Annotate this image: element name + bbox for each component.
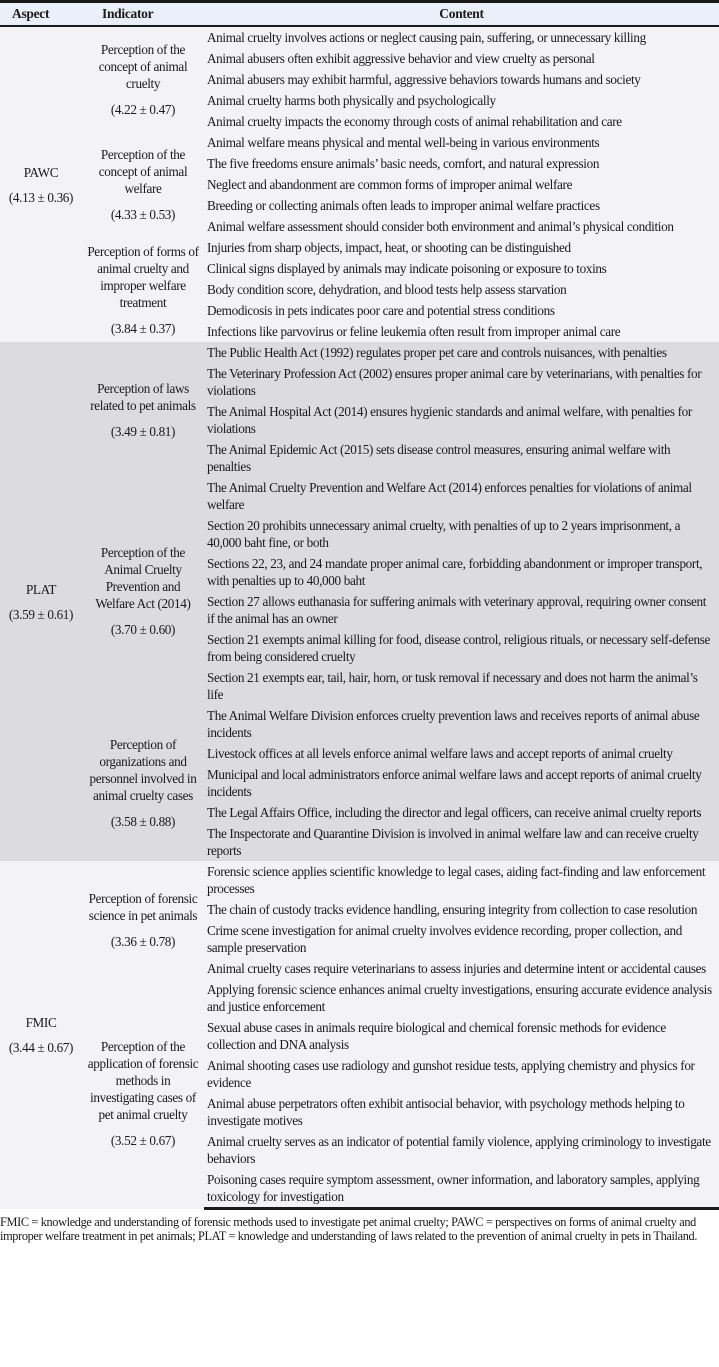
content-item: Section 27 allows euthanasia for suffering animals with veterinary approval, requiring owner consent if the animal has an owner [204,591,719,629]
content-item: Section 21 exempts animal killing for food, disease control, religious rituals, or necessary self-defense from being considered cruelty [204,629,719,667]
aspect-stat: (3.44 ± 0.67) [8,1039,74,1055]
indicator-stat: (3.52 ± 0.67) [110,1133,176,1149]
indicator-label: Perception of laws related to pet animals [90,380,196,413]
indicator-label: Perception of organizations and personnel involved in animal cruelty cases [89,737,197,803]
content-item: Crime scene investigation for animal cruelty involves evidence recording, proper collection, and sample preservation [204,920,719,958]
content-item: Animal abusers often exhibit aggressive behavior and view cruelty as personal [204,48,719,69]
content-item: The Legal Affairs Office, including the director and legal officers, can receive animal cruelty reports [204,802,719,823]
content-item: Neglect and abandonment are common forms of improper animal welfare [204,174,719,195]
content-item: Body condition score, dehydration, and blood tests help assess starvation [204,279,719,300]
content-item: Animal welfare means physical and mental well-being in various environments [204,132,719,153]
content-item: Sections 22, 23, and 24 mandate proper animal care, forbidding abandonment or improper transport, with penalties up to 40,000 baht [204,553,719,591]
content-item: Sexual abuse cases in animals require biological and chemical forensic methods for evidence collection and DNA analysis [204,1017,719,1055]
content-item: The Public Health Act (1992) regulates proper pet care and controls nuisances, with penalties [204,342,719,363]
header-aspect: Aspect [0,2,82,27]
indicator-stat: (3.70 ± 0.60) [110,622,176,637]
table-footnote: FMIC = knowledge and understanding of forensic methods used to investigate pet animal cruelty; PAWC = perspectives on forms of animal cruelty and improper welfare treatment in pet animals; PLAT = knowledge and understanding of laws related to the prevention of animal cruelty in pets in Thailand. [0,1215,698,1243]
aspect-cell [0,342,82,861]
table-body [0,26,719,1209]
indicator-cell [82,705,204,861]
content-item: Animal shooting cases use radiology and gunshot residue tests, applying chemistry and physics for evidence [204,1055,719,1093]
content-item: Section 21 exempts ear, tail, hair, horn, or tusk removal if necessary and does not harm the animal’s life [204,667,719,705]
indicator-stat: (4.22 ± 0.47) [110,102,176,117]
aspect-stat: (4.13 ± 0.36) [8,189,74,205]
content-item: The Animal Welfare Division enforces cruelty prevention laws and receives reports of animal abuse incidents [204,705,719,743]
content-item: Demodicosis in pets indicates poor care and potential stress conditions [204,300,719,321]
indicator-stat: (3.58 ± 0.88) [110,814,176,829]
table-row [0,132,719,153]
indicator-cell [82,979,204,1209]
aspect-cell [0,26,82,342]
table-row [0,237,719,258]
indicator-cell [82,26,204,132]
content-item: Breeding or collecting animals often leads to improper animal welfare practices [204,195,719,216]
content-item: The Animal Hospital Act (2014) ensures hygienic standards and animal welfare, with penalties for violations [204,401,719,439]
table-row [0,861,719,899]
content-item: Injuries from sharp objects, impact, heat, or shooting can be distinguished [204,237,719,258]
content-item: The Animal Cruelty Prevention and Welfare Act (2014) enforces penalties for violations of animal welfare [204,477,719,515]
content-item: Section 20 prohibits unnecessary animal cruelty, with penalties of up to 2 years imprisonment, a 40,000 baht fine, or both [204,515,719,553]
indicator-stat: (3.36 ± 0.78) [110,934,176,949]
table-row [0,477,719,515]
content-item: Animal abuse perpetrators often exhibit antisocial behavior, with psychology methods helping to investigate motives [204,1093,719,1131]
indicator-stat: (3.49 ± 0.81) [110,423,176,439]
content-item: The Veterinary Profession Act (2002) ensures proper animal care by veterinarians, with penalties for violations [204,363,719,401]
indicator-label: Perception of the concept of animal welfare [98,147,188,196]
indicator-label: Perception of forms of animal cruelty and improper welfare treatment [87,243,199,310]
content-item: Livestock offices at all levels enforce animal welfare laws and accept reports of animal cruelty [204,743,719,764]
content-item: Animal cruelty involves actions or neglect causing pain, suffering, or unnecessary killing [204,26,719,48]
content-item: Municipal and local administrators enforce animal welfare laws and accept reports of animal cruelty incidents [204,764,719,802]
content-item: Infections like parvovirus or feline leukemia often result from improper animal care [204,321,719,342]
table-row [0,979,719,1017]
header-content: Content [204,2,719,27]
content-item: The five freedoms ensure animals’ basic needs, comfort, and natural expression [204,153,719,174]
aspect-stat: (3.59 ± 0.61) [8,606,74,622]
indicator-cell [82,861,204,979]
content-item: Animal abusers may exhibit harmful, aggressive behaviors towards humans and society [204,69,719,90]
table-row [0,705,719,743]
aspect-name: FMIC [25,1014,57,1030]
content-item: Applying forensic science enhances animal cruelty investigations, ensuring accurate evidence analysis and justice enforcement [204,979,719,1017]
aspect-name: PAWC [23,164,59,180]
header-indicator: Indicator [82,2,204,27]
aspect-name: PLAT [25,581,57,597]
content-item: Forensic science applies scientific knowledge to legal cases, aiding fact-finding and law enforcement processes [204,861,719,899]
content-item: Animal cruelty impacts the economy through costs of animal rehabilitation and care [204,111,719,132]
indicator-label: Perception of forensic science in pet animals [88,891,198,923]
indicator-stat: (3.84 ± 0.37) [110,320,176,336]
content-item: Animal welfare assessment should consider both environment and animal’s physical condition [204,216,719,237]
indicator-label: Perception of the Animal Cruelty Prevention and Welfare Act (2014) [95,545,191,611]
indicator-cell [82,477,204,705]
content-item: Animal cruelty cases require veterinarians to assess injuries and determine intent or accidental causes [204,958,719,979]
table-header-row [0,2,719,27]
indicator-cell [82,342,204,477]
indicator-label: Perception of the application of forensic methods in investigating cases of pet animal cruelty [87,1039,199,1123]
content-item: The Inspectorate and Quarantine Division is involved in animal welfare law and can receive cruelty reports [204,823,719,861]
indicator-cell [82,237,204,342]
content-item: Animal cruelty harms both physically and psychologically [204,90,719,111]
content-item: Animal cruelty serves as an indicator of potential family violence, applying criminology to investigate behaviors [204,1131,719,1169]
indicator-stat: (4.33 ± 0.53) [110,207,176,222]
indicator-label: Perception of the concept of animal cruelty [98,42,188,91]
content-item: The Animal Epidemic Act (2015) sets disease control measures, ensuring animal welfare with penalties [204,439,719,477]
indicator-cell [82,132,204,237]
table-row [0,342,719,363]
table-row [0,26,719,48]
content-item: Clinical signs displayed by animals may indicate poisoning or exposure to toxins [204,258,719,279]
content-item: Poisoning cases require symptom assessment, owner information, and laboratory samples, applying toxicology for investigation [204,1169,719,1209]
aspect-cell [0,861,82,1209]
content-item: The chain of custody tracks evidence handling, ensuring integrity from collection to case resolution [204,899,719,920]
